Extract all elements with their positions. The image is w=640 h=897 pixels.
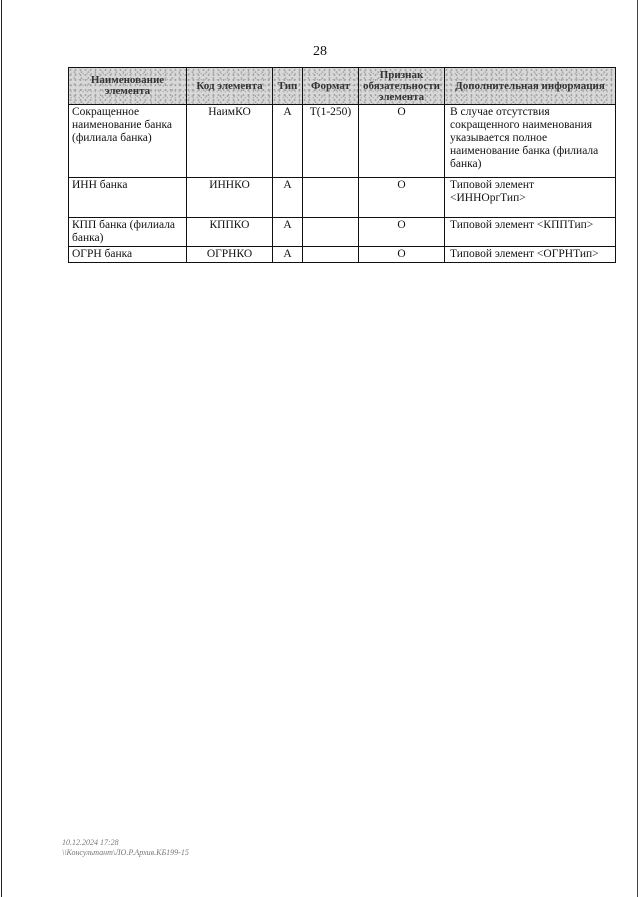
cell-type: А	[273, 247, 303, 263]
cell-info: Типовой элемент <ОГРНТип>	[445, 247, 616, 263]
table-row	[69, 218, 616, 247]
cell-code: ОГРНКО	[187, 247, 273, 263]
element-spec-table	[68, 67, 616, 263]
cell-code: НаимКО	[187, 105, 273, 178]
table-row	[69, 105, 616, 178]
footer-reference: \\Консультант\ЛО.Р.Архив.КБ199-15	[62, 848, 189, 857]
cell-format	[303, 178, 359, 218]
cell-info: Типовой элемент <ИННОргТип>	[445, 178, 616, 218]
cell-code: ИННКО	[187, 178, 273, 218]
page-edge-left	[1, 0, 2, 897]
page-number: 28	[313, 44, 327, 59]
cell-type: А	[273, 105, 303, 178]
cell-name: КПП банка (филиала банка)	[69, 218, 187, 247]
cell-format: Т(1-250)	[303, 105, 359, 178]
cell-required: О	[359, 218, 445, 247]
table-header-row	[69, 68, 616, 105]
cell-required: О	[359, 178, 445, 218]
document-footer	[62, 838, 189, 858]
page-edge-right	[637, 0, 638, 897]
cell-format	[303, 247, 359, 263]
cell-info: Типовой элемент <КППТип>	[445, 218, 616, 247]
cell-info: В случае отсутствия сокращенного наименования указывается полное наименование банка (филиала банка)	[445, 105, 616, 178]
footer-timestamp: 10.12.2024 17:28	[62, 838, 119, 847]
header-code: Код элемента	[187, 68, 273, 105]
cell-name: Сокращенное наименование банка (филиала банка)	[69, 105, 187, 178]
cell-format	[303, 218, 359, 247]
cell-type: А	[273, 178, 303, 218]
cell-name: ИНН банка	[69, 178, 187, 218]
table-row	[69, 247, 616, 263]
header-name: Наименование элемента	[69, 68, 187, 105]
cell-type: А	[273, 218, 303, 247]
cell-code: КППКО	[187, 218, 273, 247]
cell-name: ОГРН банка	[69, 247, 187, 263]
table-row	[69, 178, 616, 218]
cell-required: О	[359, 105, 445, 178]
header-required: Признак обязательности элемента	[359, 68, 445, 105]
header-format: Формат	[303, 68, 359, 105]
cell-required: О	[359, 247, 445, 263]
header-type: Тип	[273, 68, 303, 105]
header-info: Дополнительная информация	[445, 68, 616, 105]
